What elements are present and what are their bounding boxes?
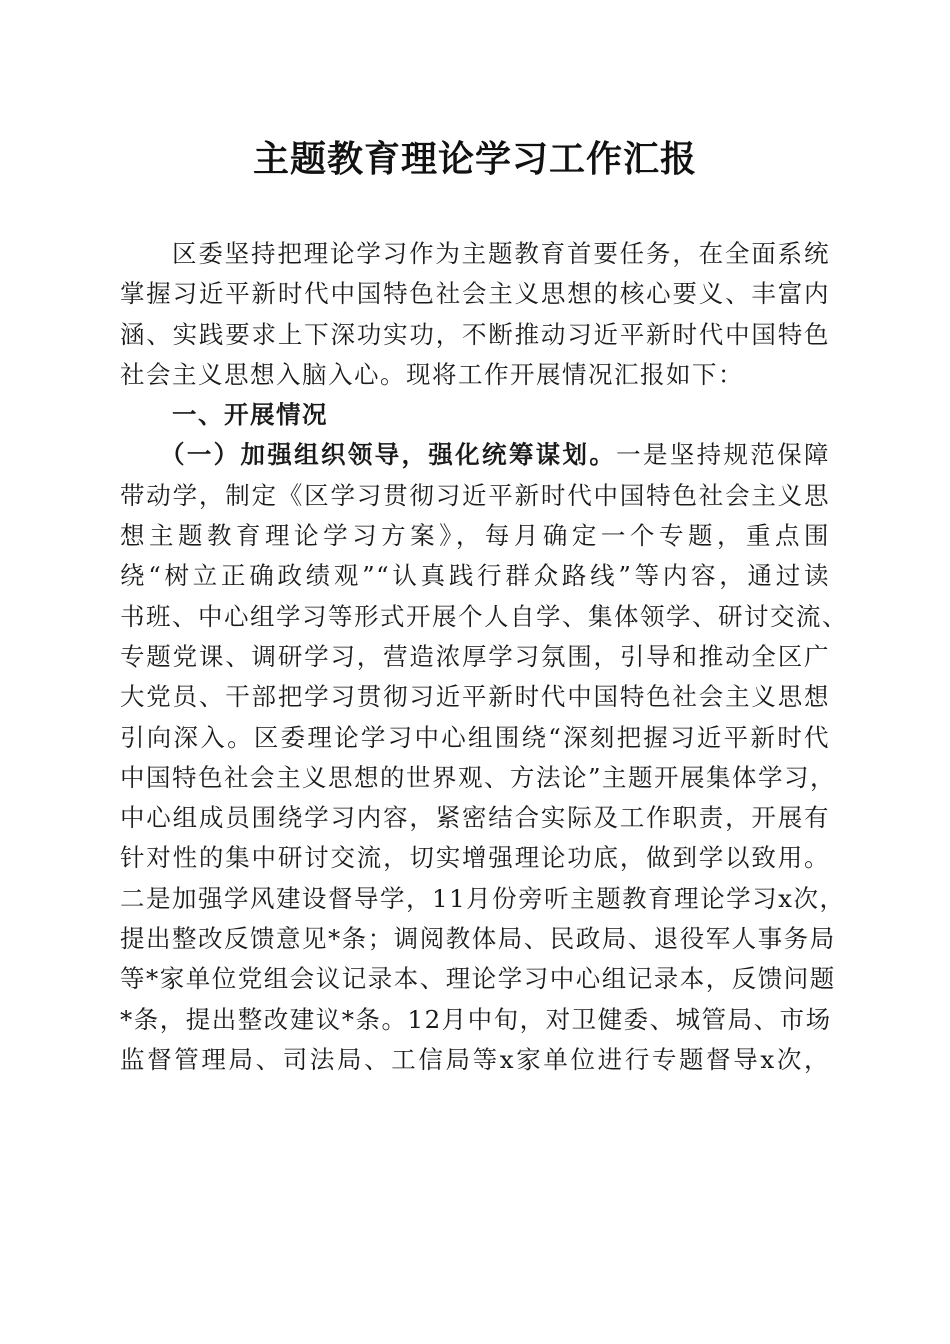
body-line: 中国特色社会主义思想的世界观、方法论”主题开展集体学习， — [120, 762, 837, 792]
intro-line: 涵、实践要求上下深功实功，不断推动习近平新时代中国特色 — [120, 319, 830, 349]
body-line: 中心组成员围绕学习内容，紧密结合实际及工作职责，开展有 — [120, 803, 830, 833]
section-heading: 一、开展情况 — [172, 400, 328, 430]
body-line: 二是加强学风建设督导学，11月份旁听主题教育理论学习x次， — [120, 883, 846, 913]
body-line: 绕“树立正确政绩观”“认真践行群众路线”等内容，通过读 — [120, 561, 830, 591]
intro-line: 掌握习近平新时代中国特色社会主义思想的核心要义、丰富内 — [120, 279, 830, 309]
subsection-heading: （一）加强组织领导，强化统筹谋划。 — [160, 440, 617, 470]
body-line: 专题党课、调研学习，营造浓厚学习氛围，引导和推动全区广 — [120, 641, 830, 671]
body-line: 等*家单位党组会议记录本、理论学习中心组记录本，反馈问题 — [120, 964, 836, 994]
intro-line: 社会主义思想入脑入心。现将工作开展情况汇报如下： — [120, 359, 744, 389]
body-line: *条，提出整改建议*条。12月中旬，对卫健委、城管局、市场 — [120, 1004, 832, 1034]
document-body — [120, 234, 848, 1080]
body-line: 监督管理局、司法局、工信局等x家单位进行专题督导x次， — [120, 1044, 830, 1074]
body-line: 带动学，制定《区学习贯彻习近平新时代中国特色社会主义思 — [120, 480, 830, 510]
body-line: 引向深入。区委理论学习中心组围绕“深刻把握习近平新时代 — [120, 722, 830, 752]
body-line: 大党员、干部把学习贯彻习近平新时代中国特色社会主义思想 — [120, 682, 830, 712]
body-line: 针对性的集中研讨交流，切实增强理论功底，做到学以致用。 — [120, 843, 830, 873]
subsection-first-line — [120, 435, 830, 475]
document-title: 主题教育理论学习工作汇报 — [252, 138, 697, 180]
body-line: 书班、中心组学习等形式开展个人自学、集体领学、研讨交流、 — [120, 601, 848, 631]
body-line: 提出整改反馈意见*条；调阅教体局、民政局、退役军人事务局 — [120, 924, 836, 954]
subsection-lead-text: 一是坚持规范保障 — [616, 440, 831, 470]
body-line: 想主题教育理论学习方案》，每月确定一个专题，重点围 — [120, 521, 830, 551]
intro-line: 区委坚持把理论学习作为主题教育首要任务，在全面系统 — [172, 239, 830, 268]
